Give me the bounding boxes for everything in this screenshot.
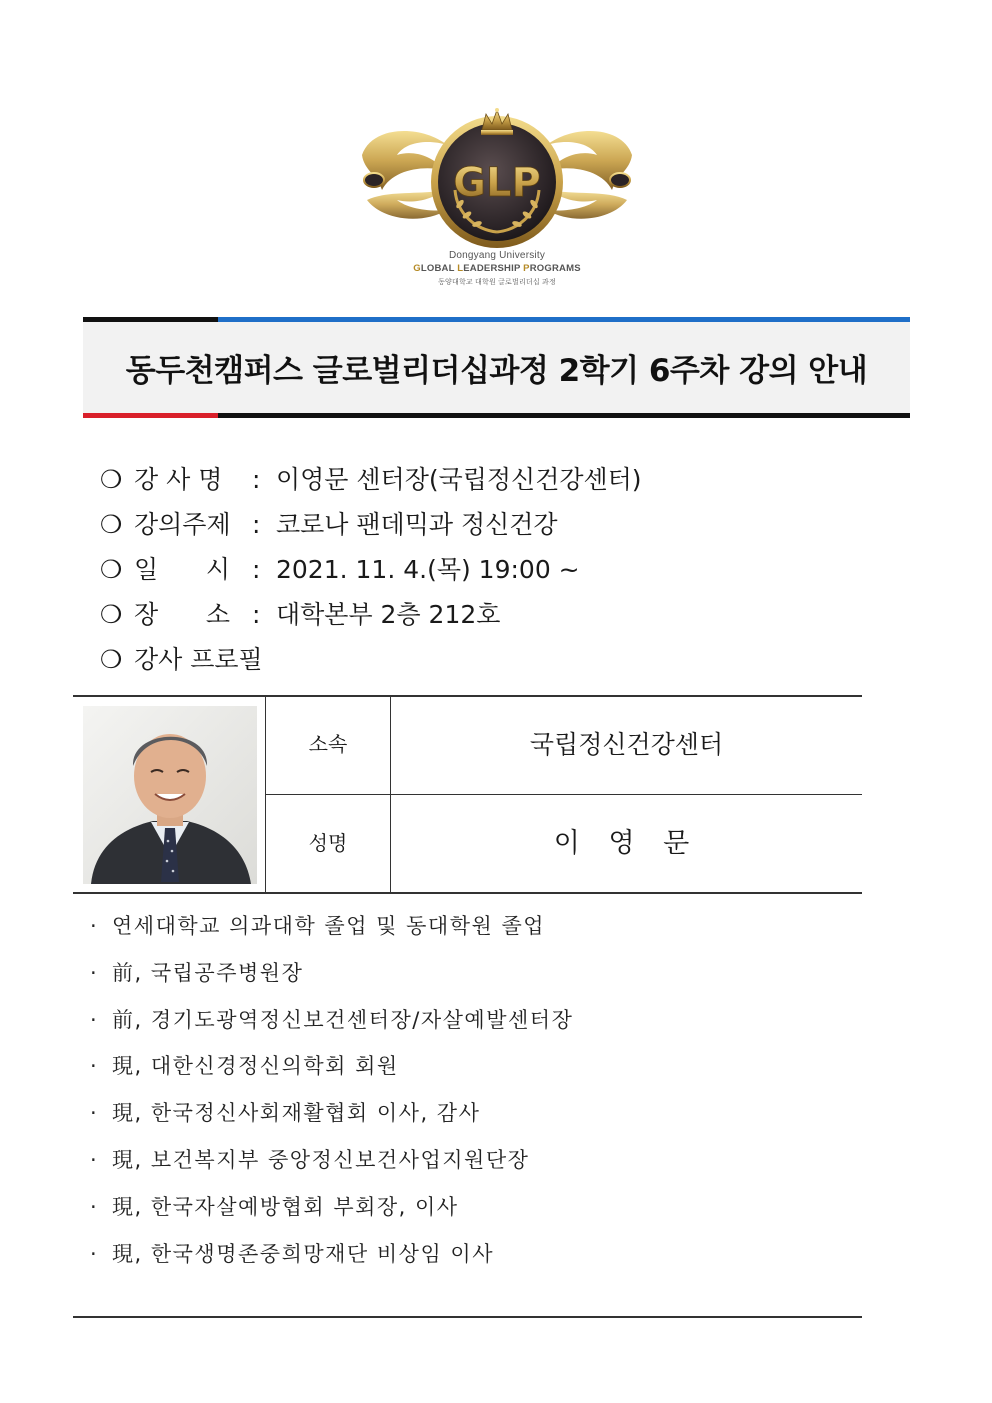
title-bar-top-right — [218, 317, 910, 322]
career-text: 現, 한국정신사회재활협회 이사, 감사 — [112, 1101, 481, 1126]
career-text: 前, 국립공주병원장 — [112, 960, 304, 985]
bullet-dot-icon: · — [90, 960, 99, 985]
affiliation-label: 소속 — [308, 732, 348, 756]
glp-emblem — [352, 100, 642, 250]
name-value: 이 영 문 — [553, 828, 700, 859]
info-label: 강 사 명 — [134, 465, 223, 494]
profile-heading: 강사 프로필 — [134, 645, 263, 674]
info-topic — [100, 510, 558, 540]
caption-part: LOBAL — [420, 263, 458, 274]
career-text: 現, 보건복지부 중앙정신보건사업지원단장 — [112, 1147, 530, 1172]
list-item — [90, 1238, 850, 1285]
logo-caption-korean: 동양대학교 대학원 글로벌리더십 과정 — [438, 279, 556, 286]
name-label: 성명 — [308, 831, 348, 855]
list-item — [90, 1191, 850, 1238]
bullet-dot-icon: · — [90, 1241, 99, 1266]
info-separator: : — [252, 555, 261, 584]
glp-logo — [352, 100, 642, 295]
info-lecturer — [100, 465, 642, 495]
profile-table — [73, 695, 862, 893]
list-item — [90, 1097, 850, 1144]
caption-part: EADERSHIP — [463, 263, 524, 274]
bullet-dot-icon: · — [90, 1194, 99, 1219]
info-label: 일 시 — [134, 555, 230, 584]
title-bar-top-left — [83, 317, 218, 322]
circle-bullet-icon: ❍ — [100, 465, 123, 494]
info-datetime — [100, 555, 580, 585]
bullet-dot-icon: · — [90, 914, 99, 938]
info-profile-heading — [100, 645, 263, 675]
lecturer-photo — [83, 706, 257, 884]
info-separator: : — [252, 510, 261, 539]
career-text: 現, 한국자살예방협회 부회장, 이사 — [112, 1194, 459, 1219]
career-text: 연세대학교 의과대학 졸업 및 동대학원 졸업 — [112, 914, 546, 938]
list-item — [90, 910, 850, 957]
bullet-dot-icon: · — [90, 1054, 99, 1079]
info-label: 강의주제 — [134, 510, 231, 539]
info-separator: : — [252, 600, 261, 629]
info-value: 2021. 11. 4.(목) 19:00 ~ — [276, 555, 580, 584]
bullet-dot-icon: · — [90, 1007, 99, 1032]
affiliation-value: 국립정신건강센터 — [529, 730, 724, 759]
list-item — [90, 1144, 850, 1191]
info-place — [100, 600, 500, 630]
career-text: 現, 한국생명존중희망재단 비상임 이사 — [112, 1241, 494, 1266]
title-bar-bottom-right — [218, 413, 910, 418]
caption-part: P — [523, 263, 530, 274]
title-band — [83, 317, 910, 418]
circle-bullet-icon: ❍ — [100, 555, 123, 584]
bullet-dot-icon: · — [90, 1147, 99, 1172]
title-bar-bottom-left — [83, 413, 218, 418]
caption-part: G — [413, 263, 421, 274]
svg-text:GLP: GLP — [453, 160, 541, 206]
info-value: 코로나 팬데믹과 정신건강 — [276, 510, 558, 539]
list-item — [90, 1050, 850, 1097]
circle-bullet-icon: ❍ — [100, 600, 123, 629]
info-value: 대학본부 2층 212호 — [276, 600, 501, 629]
career-list — [90, 910, 850, 1284]
info-value: 이영문 센터장(국립정신건강센터) — [276, 465, 642, 494]
crown-icon — [481, 108, 513, 135]
caption-part: L — [457, 263, 464, 274]
info-separator: : — [252, 465, 261, 494]
info-label: 장 소 — [134, 600, 230, 629]
bullet-dot-icon: · — [90, 1101, 99, 1126]
circle-bullet-icon: ❍ — [100, 510, 123, 539]
bottom-rule — [73, 1316, 862, 1318]
logo-caption-university: Dongyang University — [448, 250, 546, 261]
caption-part: ROGRAMS — [529, 263, 581, 274]
page-title: 동두천캠퍼스 글로벌리더십과정 2학기 6주차 강의 안내 — [125, 353, 868, 389]
career-text: 前, 경기도광역정신보건센터장/자살예발센터장 — [112, 1007, 574, 1032]
list-item — [90, 957, 850, 1004]
list-item — [90, 1004, 850, 1051]
career-text: 現, 대한신경정신의학회 회원 — [112, 1054, 399, 1079]
circle-bullet-icon: ❍ — [100, 645, 123, 674]
logo-caption-program — [352, 263, 642, 274]
